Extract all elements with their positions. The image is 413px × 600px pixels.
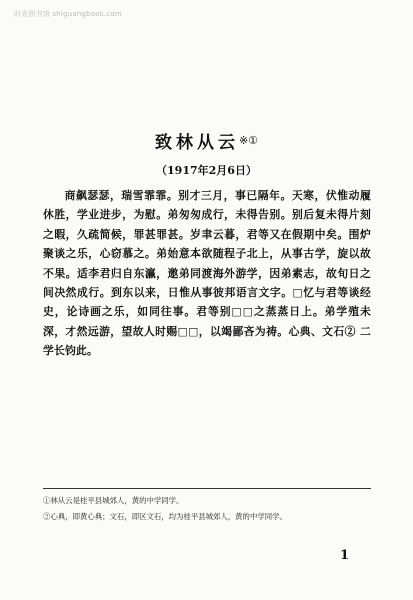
footnote-2: ②心典，即黄心典；文石，即区文石，均为桂平县城郊人，黄的中学同学。 [43,512,287,521]
title-footnote-mark: ※① [238,134,259,147]
title-text: 致林从云 [154,133,239,153]
watermark: 时光图书馆 shiguangbook.com [14,10,122,18]
letter-paragraph: 商飙瑟瑟，瑞雪霏霏。别才三月，事已隔年。天寒，伏惟动履休胜，学业进步，为慰。弟匆匆成行，未得告别。别后复未得片刻之暇，久疏简候，罪甚罪甚。岁聿云暮，君等又在假期中矣。围炉聚谈之乐，心窃慕之。弟始意本欲随程子北上，从事古学，旋以故不果。适李君归自东瀛，邀弟同渡海外游学，因弟素志，故旬日之间决然成行。到东以来，日惟从事彼邦语言文字。□忆与君等谈经史，论诗画之乐，如同往事。君等别□□之蒸蒸日上。弟学殖未深，才然远游，望故人时赐□□，以竭鄙吝为祷。心典、文石② 二学长钧此。 [43,189,371,358]
letter-title [0,128,413,153]
letter-date: （1917年2月6日） [156,164,257,177]
footnotes [43,494,371,526]
footnote-1: ①林从云是桂平县城郊人，黄的中学同学。 [43,496,184,505]
footnote-divider [43,488,371,489]
letter-body [43,186,371,361]
page-number: 1 [340,548,350,563]
